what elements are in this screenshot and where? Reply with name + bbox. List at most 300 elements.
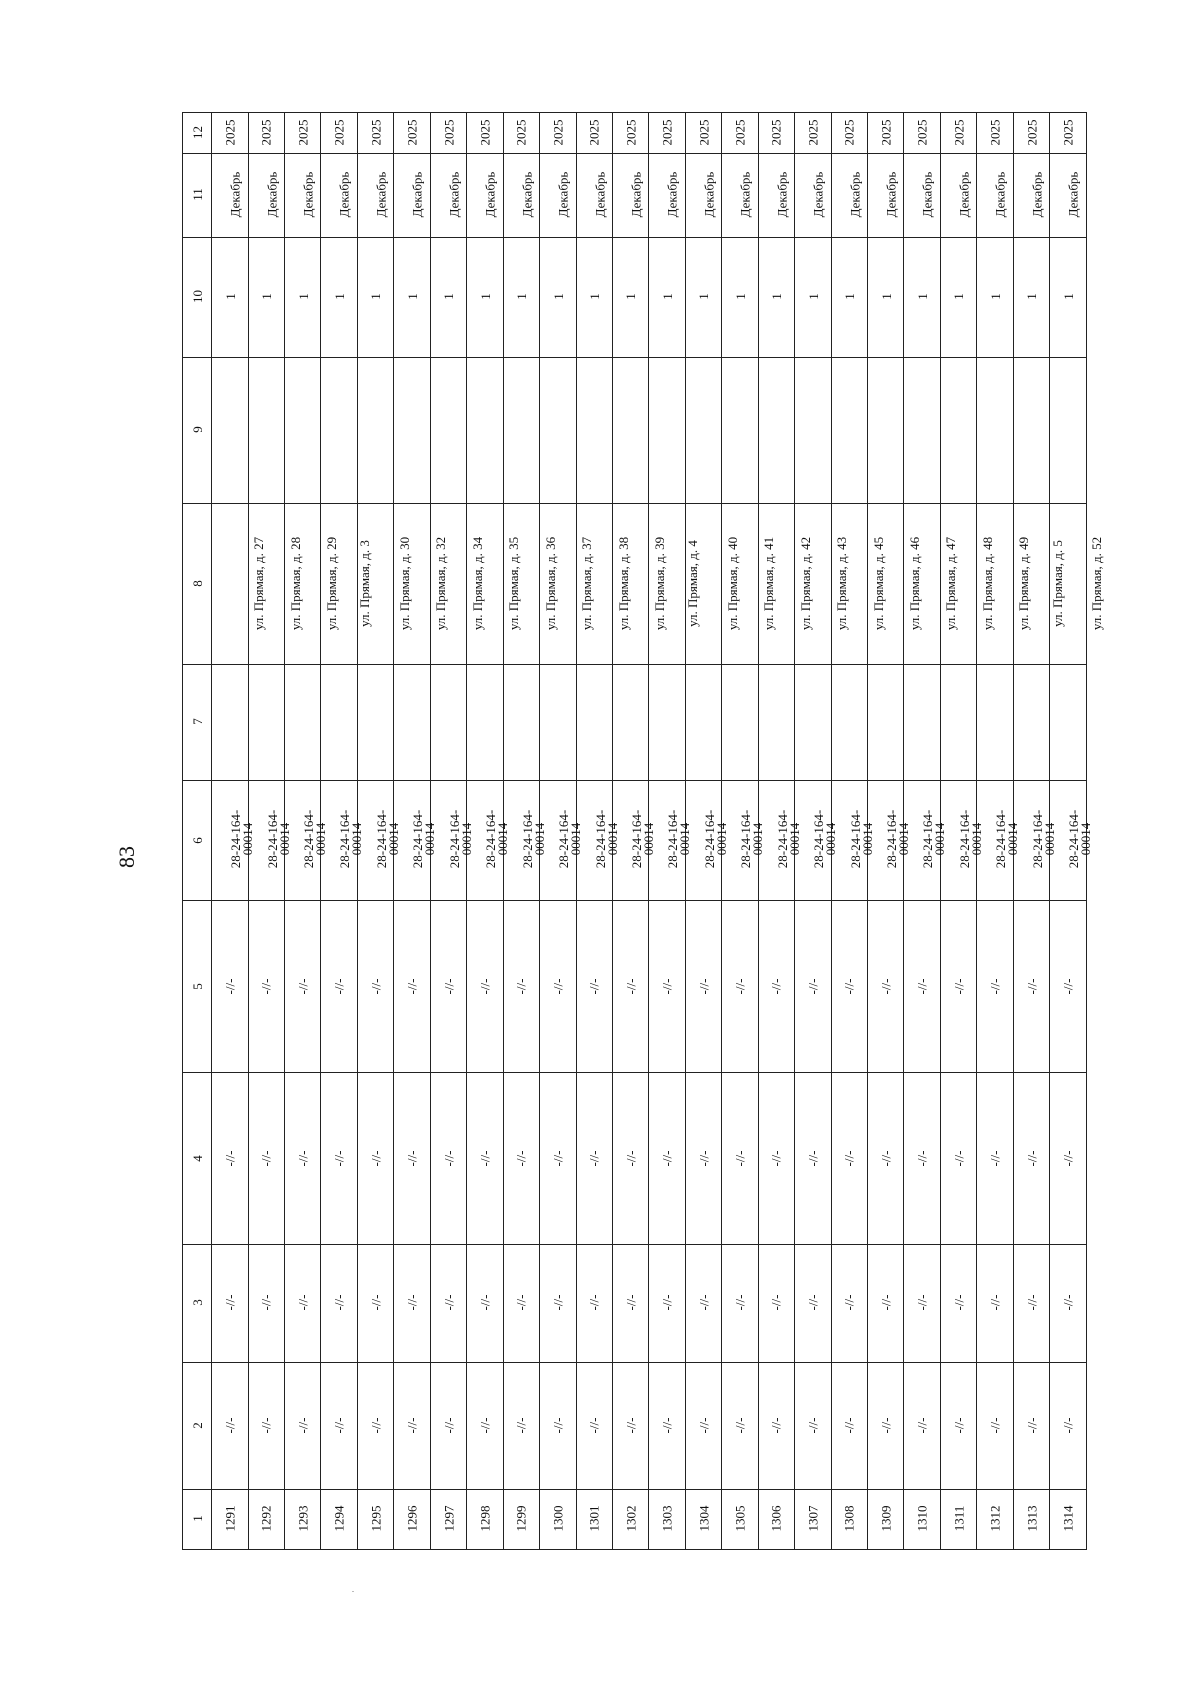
- cell-text: 2025: [586, 119, 602, 146]
- table-cell: [467, 901, 503, 1073]
- table-cell: [285, 901, 321, 1073]
- cell-text: -//-: [295, 978, 311, 995]
- table-cell: [321, 1489, 357, 1549]
- table-cell: [685, 237, 721, 357]
- cell-text: 1: [222, 293, 238, 300]
- cell-text: 2025: [659, 119, 675, 146]
- table-cell: [722, 153, 758, 237]
- cell-text: Декабрь: [1065, 171, 1081, 218]
- cell-text: 28-24-164-00014: [592, 809, 620, 869]
- table-cell: [904, 1489, 940, 1549]
- cell-text: 2025: [331, 119, 347, 146]
- cell-text: 1304: [696, 1505, 712, 1532]
- table-cell: [904, 503, 959, 664]
- table-cell: [321, 503, 373, 664]
- table-cell: [612, 237, 648, 357]
- cell-text: -//-: [440, 1417, 456, 1434]
- cell-text: -//-: [404, 1295, 420, 1311]
- table-cell: [722, 357, 758, 503]
- table-cell: [612, 153, 648, 237]
- table-cell: [904, 901, 940, 1073]
- table-cell: [1013, 665, 1049, 781]
- table-cell: [795, 780, 839, 900]
- table-cell: [212, 901, 248, 1073]
- cell-text: ул. Прямая, д. 3: [357, 540, 373, 627]
- cell-text: 1295: [368, 1505, 384, 1532]
- table-cell: [1050, 1073, 1087, 1245]
- cell-text: -//-: [513, 1150, 529, 1166]
- cell-text: 1: [914, 293, 930, 300]
- cell-text: ул. Прямая, д. 45: [870, 536, 886, 631]
- table-cell: [321, 1073, 357, 1245]
- table-cell: [831, 503, 886, 664]
- cell-text: 2025: [441, 119, 456, 146]
- table-cell: [540, 665, 576, 781]
- cell-text: -//-: [841, 1295, 857, 1311]
- cell-text: -//-: [586, 978, 602, 995]
- table-cell: [285, 780, 329, 900]
- table-cell: [868, 1244, 904, 1362]
- table-cell: [467, 1489, 503, 1549]
- table-cell: [576, 357, 612, 503]
- table-cell: [321, 153, 357, 237]
- cell-text: ул. Прямая, д. 40: [724, 536, 740, 631]
- table-cell: [1050, 901, 1087, 1073]
- column-number: 2: [189, 1422, 205, 1429]
- cell-text: -//-: [696, 978, 712, 995]
- table-cell: [1050, 1363, 1087, 1490]
- table-cell: [576, 237, 612, 357]
- table-cell: [394, 1489, 430, 1549]
- table-cell: [722, 901, 758, 1073]
- table-cell: [321, 113, 357, 154]
- table-band-col-7: [183, 665, 1087, 781]
- scan-artifact: [352, 1591, 354, 1592]
- table-cell: [722, 1489, 758, 1549]
- cell-text: 28-24-164-00014: [738, 809, 766, 869]
- table-cell: [430, 1244, 466, 1362]
- table-band-col-1: [183, 1489, 1087, 1549]
- table-cell: [285, 113, 321, 154]
- cell-text: 1: [1024, 293, 1039, 300]
- table-cell: [576, 1489, 612, 1549]
- cell-text: -//-: [258, 1295, 274, 1311]
- table-cell: [248, 237, 284, 357]
- cell-text: Декабрь: [628, 171, 644, 218]
- cell-text: Декабрь: [701, 171, 717, 218]
- table-cell: [831, 1489, 867, 1549]
- table-cell: [321, 237, 357, 357]
- table-cell: [649, 237, 685, 357]
- table-cell: [795, 1489, 831, 1549]
- cell-text: 2025: [696, 119, 712, 146]
- table-cell: [831, 357, 867, 503]
- cell-text: 1: [878, 293, 894, 300]
- cell-text: -//-: [440, 978, 456, 995]
- table-cell: [940, 1363, 976, 1490]
- table-cell: [795, 901, 831, 1073]
- table-cell: [212, 1489, 248, 1549]
- cell-text: 2025: [951, 119, 967, 146]
- cell-text: 28-24-164-00014: [301, 809, 329, 869]
- cell-text: -//-: [586, 1417, 602, 1434]
- cell-text: Декабрь: [774, 171, 790, 218]
- cell-text: -//-: [295, 1417, 311, 1434]
- table-band-col-10: [183, 237, 1087, 357]
- column-number-cell: [183, 1489, 212, 1549]
- table-band-col-12: [183, 113, 1087, 154]
- cell-text: -//-: [295, 1150, 311, 1166]
- cell-text: -//-: [878, 1295, 894, 1311]
- registry-table-wrapper: [182, 112, 1105, 1550]
- cell-text: -//-: [368, 1150, 384, 1166]
- table-cell: [285, 153, 321, 237]
- cell-text: -//-: [513, 1295, 529, 1311]
- table-cell: [576, 1244, 612, 1362]
- table-cell: [285, 503, 340, 664]
- cell-text: 2025: [368, 119, 384, 146]
- table-cell: [977, 665, 1013, 781]
- cell-text: 28-24-164-00014: [228, 809, 256, 869]
- cell-text: Декабрь: [737, 171, 753, 218]
- cell-text: 1: [441, 293, 456, 300]
- column-number-cell: [183, 1363, 212, 1490]
- cell-text: -//-: [659, 978, 675, 995]
- column-number: 6: [189, 836, 205, 844]
- table-cell: [685, 113, 721, 154]
- cell-text: -//-: [331, 1150, 347, 1166]
- cell-text: 1303: [659, 1505, 675, 1532]
- table-cell: [430, 901, 466, 1073]
- table-cell: [248, 665, 284, 781]
- table-cell: [248, 1073, 284, 1245]
- table-band-col-6: [183, 780, 1087, 900]
- cell-text: ул. Прямая, д. 36: [542, 536, 558, 631]
- table-cell: [430, 153, 466, 237]
- table-cell: [758, 1073, 794, 1245]
- column-number-cell: [183, 113, 212, 154]
- cell-text: Декабрь: [992, 171, 1008, 218]
- table-cell: [649, 503, 701, 664]
- cell-text: ул. Прямая, д. 37: [579, 536, 595, 631]
- cell-text: -//-: [1060, 1295, 1076, 1311]
- table-cell: [685, 1244, 721, 1362]
- column-number-cell: [183, 357, 212, 503]
- column-number: 12: [189, 125, 205, 139]
- column-number: 3: [189, 1299, 205, 1307]
- table-cell: [940, 665, 976, 781]
- cell-text: 28-24-164-00014: [628, 809, 656, 869]
- cell-text: 1: [1060, 293, 1076, 300]
- cell-text: -//-: [440, 1295, 456, 1311]
- table-cell: [758, 237, 794, 357]
- cell-text: 1294: [331, 1505, 347, 1532]
- table-cell: [467, 1073, 503, 1245]
- cell-text: 2025: [1024, 119, 1039, 146]
- table-cell: [977, 357, 1013, 503]
- cell-text: -//-: [987, 1150, 1003, 1166]
- table-cell: [357, 1244, 393, 1362]
- table-cell: [1013, 901, 1049, 1073]
- table-cell: [831, 153, 867, 237]
- table-cell: [1050, 1489, 1087, 1549]
- table-cell: [758, 1244, 794, 1362]
- table-cell: [1013, 1489, 1049, 1549]
- table-cell: [649, 1073, 685, 1245]
- table-cell: [1013, 1073, 1049, 1245]
- table-cell: [321, 780, 365, 900]
- table-cell: [576, 901, 612, 1073]
- cell-text: 1: [951, 293, 967, 300]
- table-cell: [831, 1244, 867, 1362]
- table-cell: [977, 503, 1032, 664]
- table-cell: [649, 1244, 685, 1362]
- cell-text: Декабрь: [263, 171, 279, 218]
- table-cell: [212, 153, 248, 237]
- cell-text: -//-: [841, 978, 857, 995]
- cell-text: 28-24-164-00014: [519, 809, 547, 869]
- cell-text: 28-24-164-00014: [884, 809, 912, 869]
- table-cell: [576, 1073, 612, 1245]
- table-cell: [248, 780, 292, 900]
- cell-text: 1313: [1024, 1505, 1039, 1532]
- cell-text: 1299: [513, 1505, 529, 1532]
- table-cell: [868, 153, 904, 237]
- cell-text: 2025: [878, 119, 894, 146]
- table-cell: [758, 780, 802, 900]
- cell-text: -//-: [331, 1417, 347, 1434]
- table-cell: [795, 665, 831, 781]
- cell-text: 1311: [951, 1506, 967, 1532]
- cell-text: 2025: [550, 119, 566, 146]
- table-cell: [212, 665, 248, 781]
- table-cell: [831, 901, 867, 1073]
- table-cell: [285, 1073, 321, 1245]
- cell-text: 28-24-164-00014: [264, 809, 292, 869]
- table-cell: [576, 780, 620, 900]
- cell-text: ул. Прямая, д. 30: [397, 536, 413, 631]
- cell-text: -//-: [1023, 978, 1039, 995]
- cell-text: 1297: [441, 1505, 456, 1532]
- table-cell: [685, 901, 721, 1073]
- table-cell: [394, 1363, 430, 1490]
- table-cell: [758, 357, 794, 503]
- table-cell: [722, 780, 766, 900]
- cell-text: 1: [659, 293, 675, 300]
- cell-text: -//-: [222, 978, 238, 995]
- cell-text: 28-24-164-00014: [410, 809, 438, 869]
- table-band-col-3: [183, 1244, 1087, 1362]
- cell-text: 1314: [1060, 1505, 1076, 1532]
- table-cell: [212, 503, 267, 664]
- cell-text: ул. Прямая, д. 48: [980, 536, 996, 631]
- cell-text: 1: [477, 293, 493, 300]
- cell-text: -//-: [805, 978, 821, 995]
- table-cell: [758, 665, 794, 781]
- table-cell: [1050, 780, 1094, 900]
- table-cell: [430, 1489, 466, 1549]
- table-cell: [795, 113, 831, 154]
- cell-text: 28-24-164-00014: [337, 809, 365, 869]
- table-cell: [248, 113, 284, 154]
- table-cell: [831, 665, 867, 781]
- table-cell: [467, 237, 503, 357]
- column-number: 9: [189, 426, 205, 434]
- cell-text: ул. Прямая, д. 52: [1089, 536, 1105, 631]
- table-cell: [540, 357, 576, 503]
- cell-text: -//-: [477, 1150, 493, 1166]
- table-cell: [430, 1073, 466, 1245]
- cell-text: 1305: [732, 1505, 748, 1532]
- table-cell: [831, 237, 867, 357]
- table-cell: [649, 113, 685, 154]
- cell-text: 1302: [623, 1505, 639, 1532]
- cell-text: -//-: [258, 1150, 274, 1166]
- cell-text: 1291: [222, 1505, 238, 1532]
- column-number-cell: [183, 503, 212, 664]
- table-cell: [612, 665, 648, 781]
- column-number-cell: [183, 153, 212, 237]
- cell-text: 1: [987, 293, 1003, 300]
- cell-text: ул. Прямая, д. 39: [652, 536, 668, 631]
- table-cell: [940, 153, 976, 237]
- cell-text: -//-: [732, 1150, 748, 1166]
- table-cell: [795, 1244, 831, 1362]
- table-cell: [212, 1363, 248, 1490]
- registry-table: [182, 112, 1105, 1550]
- table-cell: [357, 1073, 393, 1245]
- table-cell: [1050, 357, 1087, 503]
- cell-text: ул. Прямая, д. 38: [615, 536, 631, 631]
- cell-text: 1: [295, 293, 311, 300]
- table-cell: [758, 503, 813, 664]
- cell-text: -//-: [914, 1295, 930, 1311]
- table-cell: [722, 113, 758, 154]
- cell-text: Декабрь: [300, 171, 316, 218]
- table-cell: [795, 503, 850, 664]
- cell-text: Декабрь: [555, 171, 571, 218]
- table-cell: [868, 901, 904, 1073]
- cell-text: 1292: [258, 1505, 274, 1532]
- cell-text: -//-: [805, 1295, 821, 1311]
- table-cell: [357, 113, 393, 154]
- cell-text: Декабрь: [591, 171, 607, 218]
- cell-text: Декабрь: [956, 171, 972, 218]
- cell-text: 1: [550, 293, 566, 300]
- table-cell: [357, 665, 393, 781]
- table-cell: [248, 153, 284, 237]
- table-cell: [467, 503, 522, 664]
- table-cell: [977, 113, 1013, 154]
- table-cell: [940, 780, 984, 900]
- cell-text: -//-: [914, 1417, 930, 1434]
- table-cell: [940, 357, 976, 503]
- table-cell: [540, 1363, 576, 1490]
- cell-text: 2025: [768, 119, 784, 146]
- table-cell: [540, 237, 576, 357]
- cell-text: 1: [805, 293, 821, 300]
- cell-text: -//-: [696, 1150, 712, 1166]
- table-cell: [248, 1244, 284, 1362]
- cell-text: 28-24-164-00014: [1066, 809, 1094, 869]
- cell-text: -//-: [623, 1150, 639, 1166]
- table-cell: [540, 1489, 576, 1549]
- cell-text: -//-: [1023, 1150, 1039, 1166]
- table-cell: [430, 237, 466, 357]
- table-cell: [321, 901, 357, 1073]
- cell-text: -//-: [477, 1417, 493, 1434]
- table-cell: [722, 1244, 758, 1362]
- cell-text: -//-: [295, 1295, 311, 1311]
- cell-text: 1300: [550, 1505, 566, 1532]
- table-cell: [576, 1363, 612, 1490]
- table-cell: [394, 780, 438, 900]
- cell-text: -//-: [477, 1295, 493, 1311]
- table-cell: [868, 503, 923, 664]
- cell-text: -//-: [1060, 1150, 1076, 1166]
- table-cell: [576, 113, 612, 154]
- cell-text: 1298: [477, 1505, 493, 1532]
- cell-text: 2025: [805, 119, 821, 146]
- table-cell: [904, 1244, 940, 1362]
- table-cell: [1050, 153, 1087, 237]
- cell-text: 1: [331, 293, 347, 300]
- cell-text: ул. Прямая, д. 47: [943, 536, 959, 631]
- table-cell: [394, 1244, 430, 1362]
- cell-text: Декабрь: [409, 171, 425, 218]
- cell-text: -//-: [586, 1295, 602, 1311]
- table-cell: [612, 1489, 648, 1549]
- table-cell: [612, 503, 668, 664]
- table-cell: [612, 1363, 648, 1490]
- cell-text: -//-: [951, 1150, 967, 1166]
- column-number-cell: [183, 901, 212, 1073]
- table-cell: [795, 153, 831, 237]
- table-cell: [430, 357, 466, 503]
- table-cell: [248, 503, 303, 664]
- cell-text: Декабрь: [1029, 171, 1045, 218]
- table-cell: [430, 665, 466, 781]
- cell-text: 1307: [805, 1505, 821, 1532]
- table-cell: [540, 1244, 576, 1362]
- table-cell: [977, 1363, 1013, 1490]
- table-cell: [868, 357, 904, 503]
- cell-text: 1306: [768, 1505, 784, 1532]
- table-cell: [357, 237, 393, 357]
- cell-text: -//-: [623, 1417, 639, 1434]
- table-cell: [904, 665, 940, 781]
- table-cell: [321, 1244, 357, 1362]
- table-band-col-5: [183, 901, 1087, 1073]
- table-cell: [212, 357, 248, 503]
- cell-text: -//-: [513, 1417, 529, 1434]
- table-cell: [1050, 665, 1087, 781]
- cell-text: -//-: [659, 1417, 675, 1434]
- table-cell: [503, 665, 539, 781]
- cell-text: -//-: [768, 1417, 784, 1434]
- cell-text: -//-: [404, 978, 420, 995]
- table-cell: [685, 1489, 721, 1549]
- cell-text: -//-: [550, 1295, 566, 1311]
- cell-text: -//-: [550, 978, 566, 995]
- cell-text: ул. Прямая, д. 29: [324, 536, 340, 631]
- cell-text: -//-: [331, 978, 347, 995]
- table-cell: [612, 357, 648, 503]
- cell-text: Декабрь: [664, 171, 680, 218]
- cell-text: 1: [586, 293, 602, 300]
- cell-text: -//-: [368, 1417, 384, 1434]
- cell-text: 28-24-164-00014: [701, 809, 729, 869]
